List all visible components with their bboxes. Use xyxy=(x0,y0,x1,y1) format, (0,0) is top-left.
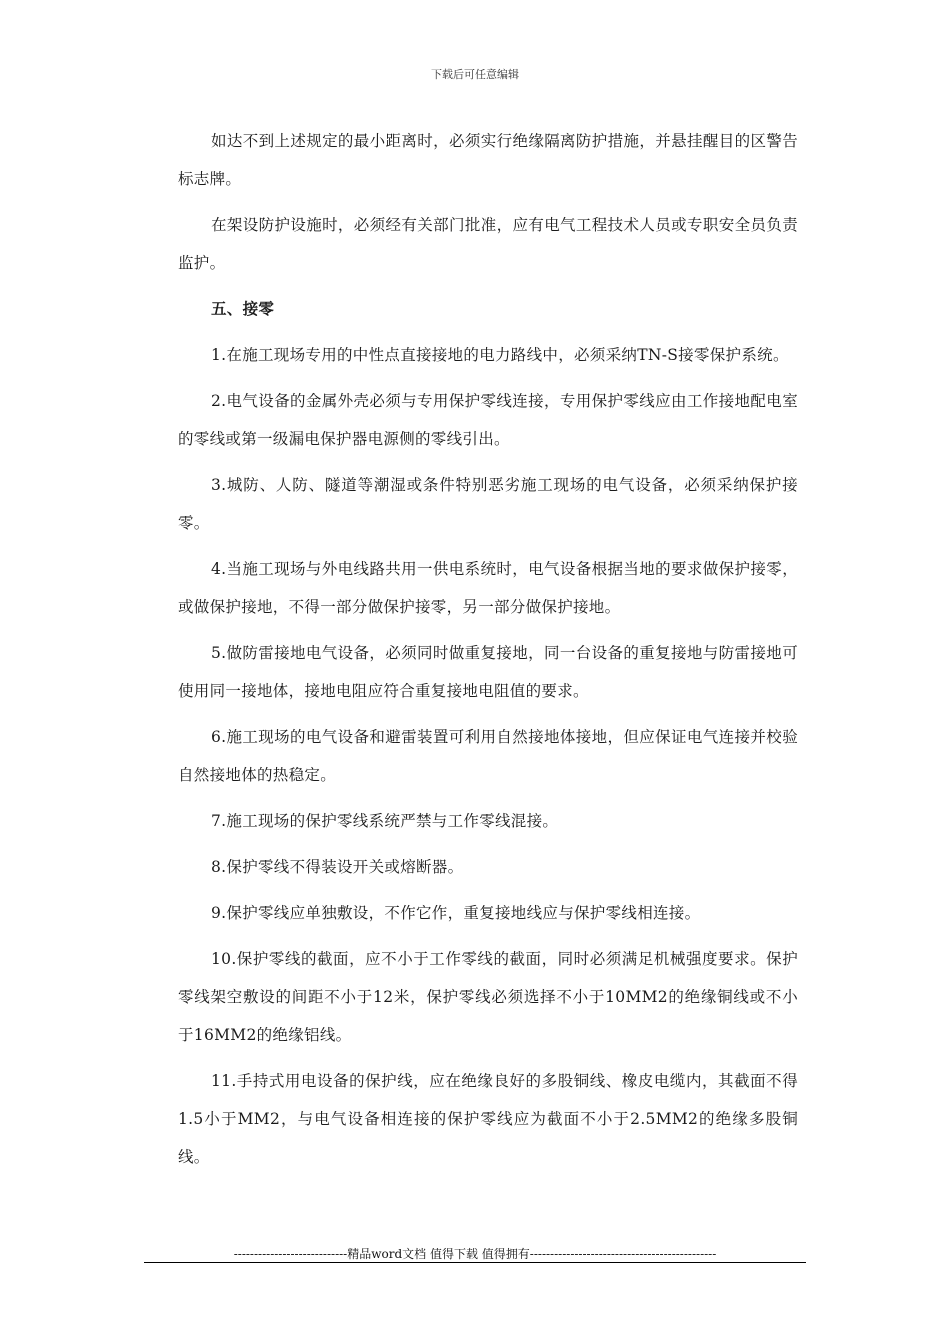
list-item: 1.在施工现场专用的中性点直接接地的电力路线中，必须采纳TN-S接零保护系统。 xyxy=(211,346,789,364)
list-item: 4.当施工现场与外电线路共用一供电系统时，电气设备根据当地的要求做保护接零，或做保护接地，不得一部分做保护接零，另一部分做保护接地。 xyxy=(178,560,798,616)
list-item: 7.施工现场的保护零线系统严禁与工作零线混接。 xyxy=(211,812,559,830)
page-header: 下载后可任意编辑 xyxy=(431,68,519,81)
list-item: 11.手持式用电设备的保护线，应在绝缘良好的多股铜线、橡皮电缆内，其截面不得1.5小于MM2，与电气设备相连接的保护零线应为截面不小于2.5MM2的绝缘多股铜线。 xyxy=(178,1072,798,1166)
footer-divider xyxy=(144,1262,806,1263)
paragraph: 在架设防护设施时，必须经有关部门批准，应有电气工程技术人员或专职安全员负责监护。 xyxy=(178,216,798,272)
list-item: 8.保护零线不得装设开关或熔断器。 xyxy=(211,858,464,876)
list-item: 2.电气设备的金属外壳必须与专用保护零线连接，专用保护零线应由工作接地配电室的零线或第一级漏电保护器电源侧的零线引出。 xyxy=(178,392,798,448)
list-item: 10.保护零线的截面，应不小于工作零线的截面，同时必须满足机械强度要求。保护零线架空敷设的间距不小于12米，保护零线必须选择不小于10MM2的绝缘铜线或不小于16MM2的绝缘铝线。 xyxy=(178,950,798,1044)
list-item: 3.城防、人防、隧道等潮湿或条件特别恶劣施工现场的电气设备，必须采纳保护接零。 xyxy=(178,476,798,532)
paragraph: 如达不到上述规定的最小距离时，必须实行绝缘隔离防护措施，并悬挂醒目的区警告标志牌。 xyxy=(178,132,798,188)
list-item: 9.保护零线应单独敷设，不作它作，重复接地线应与保护零线相连接。 xyxy=(211,904,701,922)
section-heading: 五、接零 xyxy=(211,299,275,318)
document-body xyxy=(178,122,798,1184)
list-item: 5.做防雷接地电气设备，必须同时做重复接地，同一台设备的重复接地与防雷接地可使用同一接地体，接地电阻应符合重复接地电阻值的要求。 xyxy=(178,644,798,700)
page-footer: ----------------------------精品word文档 值得下载 值得拥有---------------------------------------------- xyxy=(233,1247,717,1261)
list-item: 6.施工现场的电气设备和避雷装置可利用自然接地体接地，但应保证电气连接并校验自然接地体的热稳定。 xyxy=(178,728,798,784)
